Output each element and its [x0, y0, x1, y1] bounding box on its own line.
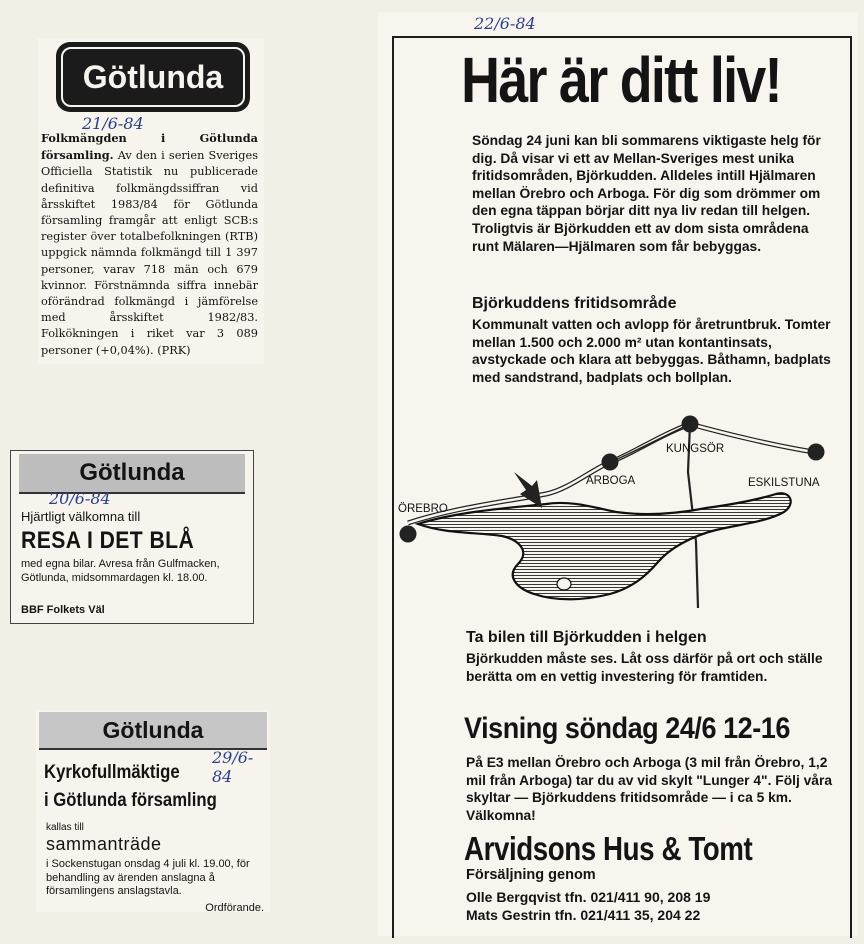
ad-subheading-area: Björkuddens fritidsområde: [472, 295, 677, 312]
handwritten-date: 29/6-84: [212, 748, 254, 786]
lake-hjalmaren: [418, 493, 791, 599]
ad-contact-1: Olle Bergqvist tfn. 021/411 90, 208 19: [466, 889, 711, 905]
ad-subheading-car: Ta bilen till Björkudden i helgen: [466, 629, 707, 646]
article-body: [41, 130, 258, 359]
ad-area-details: Kommunalt vatten och avlopp för åretruntbruk. Tomter mellan 1.500 och 2.000 m² utan kontantinsats, avstyckade och klara att bebyggas. Båthamn, badplats med sandstrand, badplats och bollplan.: [472, 317, 831, 385]
advertisement-bjorkudden: [378, 12, 858, 936]
notice-signature: Ordförande.: [205, 902, 264, 914]
label-orebro: ÖREBRO: [398, 503, 448, 515]
ad-showing-time: Visning söndag 24/6 12-16: [464, 712, 790, 745]
notice-heading-2: i Götlunda församling: [44, 790, 217, 811]
welcome-line: Hjärtligt välkomna till: [21, 509, 141, 524]
city-dot-arboga: [602, 454, 619, 471]
label-arboga: ARBOGA: [586, 475, 636, 487]
ad-contact-2: Mats Gestrin tfn. 021/411 35, 204 22: [466, 907, 701, 923]
notice-heading-3: sammanträde: [46, 834, 162, 854]
ad-intro: Söndag 24 juni kan bli sommarens viktigaste helg för dig. Då visar vi ett av Mellan-Sveriges mest unika fritidsområden, Björkudden. Alldeles intill Hjälmaren mellan Örebro och Arboga. För dig som drömmer om den egna täppan börjar ditt nya liv redan till helgen. Troligtvis är Björkudden ett av dom sista områdena runt Mälaren—Hjälmaren som får bebyggas.: [472, 133, 821, 254]
logo-text: Götlunda: [61, 47, 245, 107]
ad-brand: Arvidsons Hus & Tomt: [464, 830, 753, 867]
notice-body: i Sockenstugan onsdag 4 juli kl. 19.00, för behandling av ärenden anslagna å församlingens anslagstavla.: [46, 858, 250, 897]
bjorkudden-arrow-icon: [514, 472, 542, 508]
gotlunda-logo: [56, 42, 250, 112]
handwritten-date: 21/6-84: [82, 114, 144, 133]
ad-headline: Här är ditt liv!: [461, 44, 781, 116]
area-map: [396, 412, 836, 626]
handwritten-date: 20/6-84: [49, 489, 111, 508]
handwritten-date: 22/6-84: [474, 14, 536, 33]
city-dot-eskilstuna: [808, 444, 825, 461]
clipping-kyrkofullmaktige: [36, 710, 270, 912]
notice-small-text: kallas till: [46, 822, 84, 833]
event-heading: RESA I DET BLÅ: [21, 527, 195, 554]
ad-invitation: Björkudden måste ses. Låt oss därför på ort och ställe berätta om en vettig investering för framtiden.: [466, 651, 823, 684]
clipping-title: Götlunda: [19, 454, 245, 494]
ad-directions: På E3 mellan Örebro och Arboga (3 mil från Örebro, 1,2 mil från Arboga) tar du av vid skylt "Lunger 4". Följ våra skyltar — Björkuddens fritidsområde — i ca 5 km. Välkomna!: [466, 755, 833, 823]
ad-sales-label: Försäljning genom: [466, 867, 596, 883]
label-eskilstuna: ESKILSTUNA: [748, 477, 820, 489]
clipping-title: Götlunda: [39, 712, 267, 750]
event-details: med egna bilar. Avresa från Gulfmacken, Götlunda, midsommardagen kl. 18.00.: [21, 558, 220, 584]
notice-heading-1: Kyrkofullmäktige: [44, 762, 180, 783]
article-lead: Folkmängden i Götlunda församling.: [41, 131, 258, 163]
article-text: Av den i serien Sveriges Officiella Statistik nu publicerade definitiva folkmängdssiffran vid årsskiftet 1983/84 för Götlunda församling framgår att enligt SCB:s register över totalbefolkningen (RTB) uppgick nämnda folkmängd till 1 397 personer, varav 718 män och 679 kvinnor. Förstnämnda siffra innebär oförändrad folkmängd i jämförelse med årsskiftet 1982/83. Folkökningen i riket var 3 089 personer (+0,04%). (PRK): [41, 149, 258, 357]
city-dot-kungsor: [682, 416, 699, 433]
clipping-resa-i-det-bla: [10, 450, 254, 624]
city-dot-orebro: [400, 526, 417, 543]
label-kungsor: KUNGSÖR: [666, 443, 725, 455]
organizer-signature: BBF Folkets Väl: [21, 604, 105, 616]
clipping-folkmangden: [38, 38, 264, 364]
